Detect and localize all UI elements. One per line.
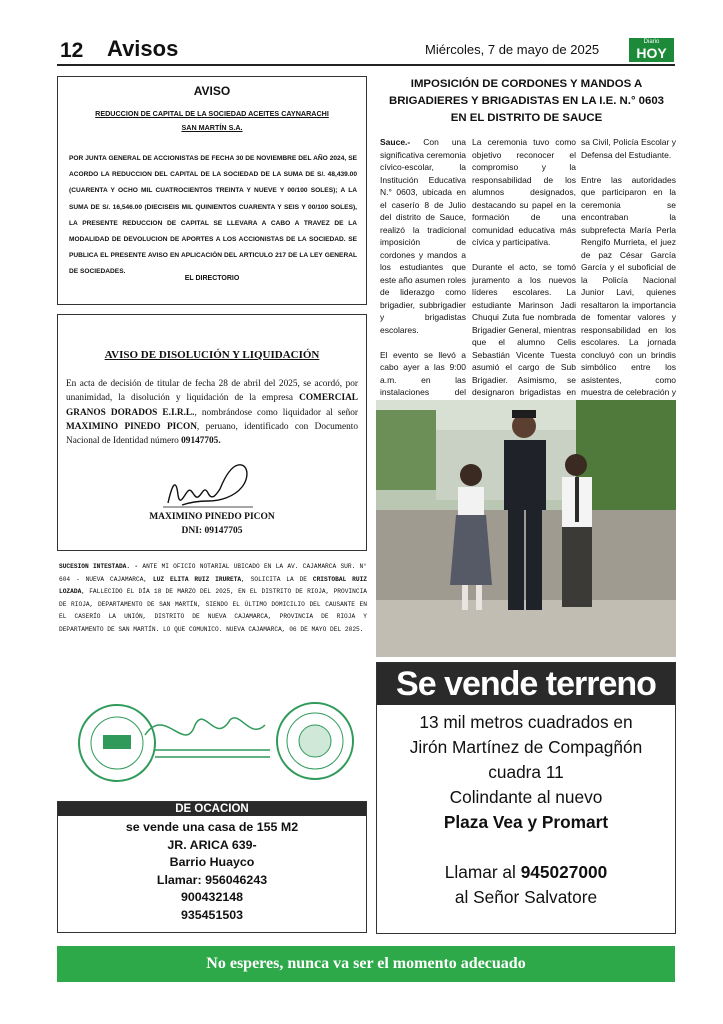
classified-line: 935451503 (180, 907, 244, 922)
deceased-name: CRISTOBAL RUIZ LOZADA (59, 575, 367, 596)
land-sale-title: Se vende terreno (377, 663, 675, 705)
headline-line: BRIGADIERES Y BRIGADISTAS EN LA I.E. N.° 0603 (388, 95, 665, 107)
body-text: En acta de decisión de titular de fecha 28 de abril del 2025, se acordó, por unanimidad, la disolución y liquidación de la empresa (66, 379, 358, 404)
body-text: ANTE MI OFICIO NOTARIAL UBICADO EN LA AV. CAJAMARCA SUR. N° 604 - NUEVA CAJAMARCA, (59, 563, 367, 583)
article-dateline: Sauce.- (380, 137, 411, 147)
section-title: Avisos (107, 36, 179, 61)
article-paragraph: La ceremonia tuvo como objetivo reconocer el compromiso y la responsabilidad de los alumnos designados, destacando su papel en la formación de una comunidad educativa más cívica y participativa. (472, 137, 576, 247)
land-sale-line: Colindante al nuevo (449, 787, 603, 807)
body-text: , nombrándose como liquidador al señor (194, 407, 359, 418)
body-text: , FALLECIDO EL DÍA 18 DE MARZO DEL 2025, EN EL DISTRITO DE RIOJA, PROVINCIA DE RIOJA, DEPARTAMENTO DE SAN MARTÍN, SIENDO EL ÚLTIMO DOMICILIO DEL CAUSANTE EN EL CASERÍO LA UNIÓN, DISTRITO DE NUEVA CAJAMARCA, PROVINCIA DE RIOJA Y DEPARTAMENTO DE SAN MARTÍN. LO QUE COMUNICO. NUEVA CAJAMARCA, 06 DE MAYO DEL 2025. (59, 588, 367, 633)
classified-title: DE OCACION (58, 802, 366, 816)
article-column-2 (472, 136, 576, 436)
classified-line: JR. ARICA 639- (167, 837, 257, 852)
notice-subtitle-line: SAN MARTÍN S.A. (181, 123, 243, 132)
headline-line: IMPOSICIÓN DE CORDONES Y MANDOS A (410, 78, 643, 90)
succession-lead: SUCESION INTESTADA. - (59, 563, 139, 570)
notice-title: AVISO (193, 84, 231, 98)
body-text: , peruano, identificado con Documento Nacional de Identidad número (66, 421, 358, 447)
headline-line: EN EL DISTRITO DE SAUCE (450, 112, 603, 124)
issue-date: Miércoles, 7 de mayo de 2025 (425, 42, 600, 57)
logo-small-text: Diario (643, 39, 660, 45)
notice-capital-reduction (57, 76, 367, 305)
signer-block (58, 510, 366, 538)
body-text: , SOLICITA LA DE (241, 575, 313, 583)
paragraph-text: Con una significativa ceremonia cívico-escolar, la Institución Educativa N.° 0603, ubicada en el caserío 8 de Julio del distrito de Sauce, realizó la tradicional imposición de cordones y mandos a los estudiantes que este año asumen roles de liderazgo como brigadier, subbrigadier y brigadistas escolares. (380, 137, 466, 335)
classified-line: Llamar: 956046243 (156, 872, 268, 887)
article-paragraph: sa Civil, Policía Escolar y Defensa del Estudiante. (581, 137, 676, 160)
notice-subtitle-line: REDUCCION DE CAPITAL DE LA SOCIEDAD ACEITES CAYNARACHI (95, 109, 329, 118)
land-sale-line: cuadra 11 (488, 762, 564, 782)
handwritten-signature (158, 455, 258, 515)
article-paragraph: Entre las autoridades que participaron en la ceremonia se encontraban la subprefecta María Perla Rengifo Murrieta, el juez de paz César García García y el suboficial de la Policía Nacional Junior Lavi, quienes resaltaron la importancia de fomentar valores y responsabilidad en los escolares. La jornada concluyó con un brindis simbólico entre los asistentes, como muestra de celebración y (581, 174, 676, 397)
stamp-signature (145, 718, 270, 757)
applicant-name: LUZ ELITA RUIZ IRURETA (153, 575, 242, 583)
liquidator-name: MAXIMINO PINEDO PICON (66, 421, 197, 432)
land-sale-line: Jirón Martínez de Compagñón (409, 737, 643, 757)
article-photo (376, 400, 676, 657)
notice-body (66, 377, 358, 448)
signer-dni: DNI: 09147705 (181, 526, 243, 536)
signer-name: MAXIMINO PINEDO PICON (149, 512, 275, 522)
stamp-seal-left (79, 705, 155, 781)
classified-line: se vende una casa de 155 M2 (125, 820, 299, 834)
header-rule (57, 64, 675, 66)
classified-house-sale (57, 801, 367, 933)
page-number: 12 (60, 39, 84, 62)
logo-big-text: HOY (636, 45, 667, 61)
dni-number: 09147705. (181, 436, 221, 447)
notice-signature: EL DIRECTORIO (184, 275, 240, 282)
land-sale-line: Plaza Vea y Promart (443, 812, 609, 832)
article-paragraph (380, 136, 466, 336)
classified-land-sale (376, 662, 676, 934)
article-paragraph: El evento se llevó a cabo ayer a las 9:00 a.m. en las instalaciones del (380, 349, 466, 397)
newspaper-logo (629, 38, 674, 62)
classified-line: Barrio Huayco (169, 855, 255, 869)
contact-phone: 945027000 (520, 862, 608, 882)
stamp-seal-right (277, 703, 353, 779)
classified-line: 900432148 (180, 890, 244, 904)
article-headline (378, 76, 675, 127)
article-paragraph: Durante el acto, se tomó juramento a los nuevos líderes escolares. La estudiante Marinson Jadi Chuqui Zuta fue nombrada Brigadier General, mientras que el alumno Celis Sebastián Vicente Tuesta asumió el cargo de Sub Brigadier. Asimismo, se designaron brigadistas en (472, 262, 576, 397)
footer-banner: No esperes, nunca va ser el momento adecuado (57, 946, 675, 982)
land-sale-line: 13 mil metros cuadrados en (419, 712, 633, 732)
notice-body: POR JUNTA GENERAL DE ACCIONISTAS DE FECHA 30 DE NOVIEMBRE DEL AÑO 2024, SE ACORDO LA REDUCCION DEL CAPITAL DE LA SOCIEDAD DE LA SUMA DE S/. 48,439.00 (CUARENTA Y OCHO MIL CUATROCIENTOS TREINTA Y NUEVE Y 00/100 SOLES); A LA SUMA DE S/. 16,546.00 (DIECISEIS MIL QUINIENTOS CUARENTA Y SEIS Y 00/100 SOLES), LA PRESENTE REDUCCION DE CAPITAL SE LLEVARA A CABO A TRAVEZ DE LA MODALIDAD DE DEVOLUCION DE APORTES A LOS ACCIONISTAS DE LA SOCIEDAD. SE PUBLICA EL PRESENTE AVISO EN APLICACIÓN DEL ARTICULO 217 DE LA LEY GENERAL DE SOCIEDADES. (69, 155, 357, 276)
contact-text: Llamar al (444, 862, 521, 882)
notice-succession (59, 561, 367, 637)
land-sale-contact (377, 860, 675, 885)
notice-dissolution (57, 314, 367, 551)
notary-stamps (75, 695, 375, 795)
land-sale-line: al Señor Salvatore (454, 887, 598, 907)
notice-subtitle (58, 107, 366, 135)
notice-title: AVISO DE DISOLUCIÓN Y LIQUIDACIÓN (104, 349, 320, 361)
company-name: COMERCIAL GRANOS DORADOS E.I.R.L. (66, 393, 358, 418)
